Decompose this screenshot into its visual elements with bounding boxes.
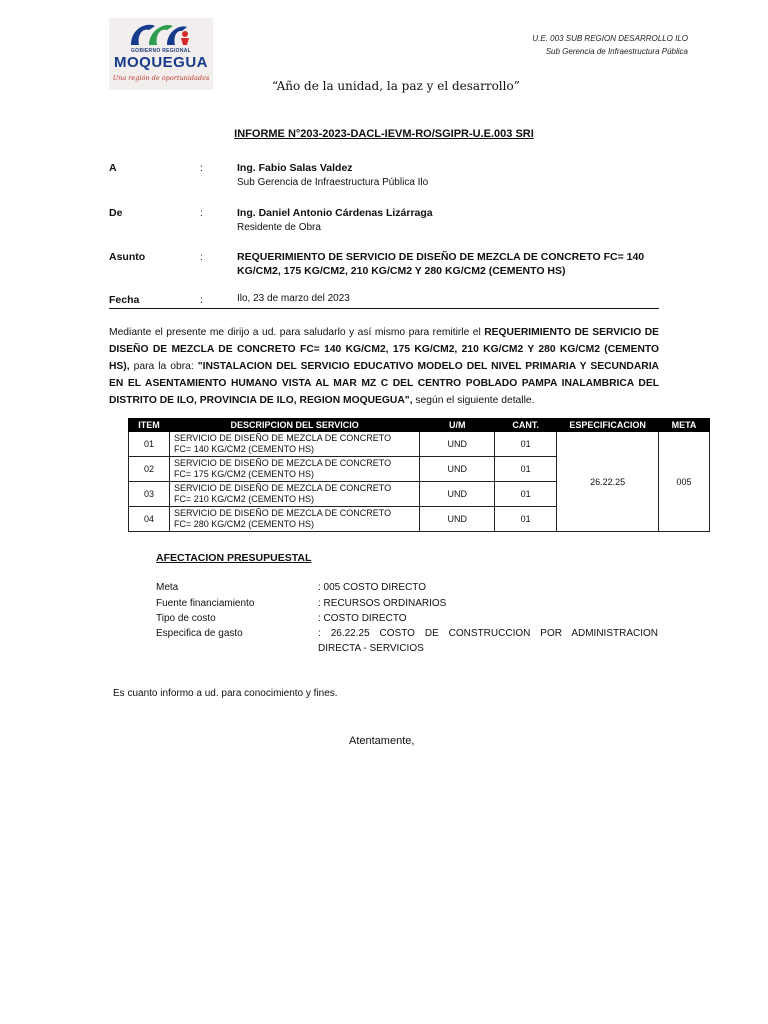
year-motto: “Año de la unidad, la paz y el desarrollo” xyxy=(272,79,520,93)
body-paragraph xyxy=(109,324,659,409)
sender-name: Ing. Daniel Antonio Cárdenas Lizárraga xyxy=(237,207,433,219)
desc-line: SERVICIO DE DISEÑO DE MEZCLA DE CONCRETO xyxy=(173,458,392,468)
budget-section-title: AFECTACION PRESUPUESTAL xyxy=(156,552,312,564)
field-fecha-colon: : xyxy=(200,294,203,306)
document-title: INFORME N°203-2023-DACL-IEVM-RO/SGIPR-U.E.003 SRI xyxy=(234,128,534,140)
cell-um: UND xyxy=(420,482,495,507)
cell-description xyxy=(169,457,419,482)
header-subunit: Sub Gerencia de Infraestructura Pública xyxy=(545,47,688,56)
cell-meta: 005 xyxy=(659,432,710,532)
cell-um: UND xyxy=(420,432,495,457)
budget-label-meta: Meta xyxy=(156,582,179,593)
desc-line: SERVICIO DE DISEÑO DE MEZCLA DE CONCRETO xyxy=(173,483,392,493)
subject-line2: KG/CM2, 175 KG/CM2, 210 KG/CM2 Y 280 KG/CM2 (CEMENTO HS) xyxy=(237,265,566,277)
col-header-item: ITEM xyxy=(129,419,170,432)
cell-item: 01 xyxy=(129,432,170,457)
cell-especificacion: 26.22.25 xyxy=(557,432,659,532)
field-asunto-label: Asunto xyxy=(109,251,146,263)
desc-line: FC= 210 KG/CM2 (CEMENTO HS) xyxy=(173,494,315,504)
budget-value-fuente: : RECURSOS ORDINARIOS xyxy=(318,598,447,609)
desc-line: SERVICIO DE DISEÑO DE MEZCLA DE CONCRETO xyxy=(173,508,392,518)
body-text-1: Mediante el presente me dirijo a ud. para saludarlo y así mismo para remitirle el xyxy=(109,327,485,338)
logo-tagline: Una región de oportunidades xyxy=(112,74,210,82)
budget-value-tipo: : COSTO DIRECTO xyxy=(318,613,407,624)
field-asunto-colon: : xyxy=(200,251,203,263)
col-header-meta: META xyxy=(659,419,710,432)
cell-cant: 01 xyxy=(495,482,557,507)
col-header-description: DESCRIPCION DEL SERVICIO xyxy=(169,419,419,432)
budget-value-especifica-cont: DIRECTA - SERVICIOS xyxy=(318,643,424,654)
desc-line: FC= 175 KG/CM2 (CEMENTO HS) xyxy=(173,469,315,479)
body-text-2: para la obra: xyxy=(129,361,198,372)
header-divider xyxy=(109,308,659,309)
cell-cant: 01 xyxy=(495,432,557,457)
budget-value-especifica: : 26.22.25 COSTO DE CONSTRUCCION POR ADMINISTRACION xyxy=(318,628,658,639)
col-header-um: U/M xyxy=(420,419,495,432)
closing-sentence: Es cuanto informo a ud. para conocimiento y fines. xyxy=(113,688,338,699)
cell-description xyxy=(169,432,419,457)
cell-item: 04 xyxy=(129,507,170,532)
desc-line: FC= 140 KG/CM2 (CEMENTO HS) xyxy=(173,444,315,454)
signoff: Atentamente, xyxy=(349,735,415,747)
recipient-name: Ing. Fabio Salas Valdez xyxy=(237,162,353,174)
budget-label-tipo: Tipo de costo xyxy=(156,613,216,624)
subject-line1: REQUERIMIENTO DE SERVICIO DE DISEÑO DE MEZCLA DE CONCRETO FC= 140 xyxy=(237,251,645,263)
col-header-especificacion: ESPECIFICACION xyxy=(557,419,659,432)
field-a-colon: : xyxy=(200,162,203,174)
cell-um: UND xyxy=(420,507,495,532)
logo-emblem-icon xyxy=(109,18,213,48)
col-header-cant: CANT. xyxy=(495,419,557,432)
body-bold-2: "INSTALACION DEL SERVICIO EDUCATIVO MODELO DEL NIVEL PRIMARIA Y SECUNDARIA EN EL ASENTAMIENTO HUMANO VISTA AL MAR MZ C DEL CENTRO POBLADO PAMPA INALAMBRICA DEL DISTRITO DE ILO, PROVINCIA DE ILO, REGION MOQUEGUA", xyxy=(109,361,659,406)
cell-description xyxy=(169,507,419,532)
budget-value-meta: : 005 COSTO DIRECTO xyxy=(318,582,426,593)
cell-description xyxy=(169,482,419,507)
sender-role: Residente de Obra xyxy=(237,222,321,233)
cell-item: 03 xyxy=(129,482,170,507)
desc-line: FC= 280 KG/CM2 (CEMENTO HS) xyxy=(173,519,315,529)
services-table xyxy=(128,418,710,532)
desc-line: SERVICIO DE DISEÑO DE MEZCLA DE CONCRETO xyxy=(173,433,392,443)
field-a-label: A xyxy=(109,162,117,174)
field-fecha-label: Fecha xyxy=(109,294,140,306)
field-de-colon: : xyxy=(200,207,203,219)
cell-cant: 01 xyxy=(495,457,557,482)
cell-cant: 01 xyxy=(495,507,557,532)
table-header-row xyxy=(129,419,710,432)
budget-label-especifica: Especifica de gasto xyxy=(156,628,243,639)
logo-small-text: GOBIERNO REGIONAL xyxy=(130,48,192,54)
recipient-role: Sub Gerencia de Infraestructura Pública Ilo xyxy=(237,177,429,188)
body-text-3: según el siguiente detalle. xyxy=(412,395,535,406)
date-value: Ilo, 23 de marzo del 2023 xyxy=(237,293,350,304)
budget-label-fuente: Fuente financiamiento xyxy=(156,598,255,609)
body-bold-1: REQUERIMIENTO DE SERVICIO DE DISEÑO DE MEZCLA DE CONCRETO FC= 140 KG/CM2, 175 KG/CM2, 210 KG/CM2 Y 280 KG/CM2 (CEMENTO HS), xyxy=(109,327,660,372)
logo xyxy=(109,18,213,90)
cell-um: UND xyxy=(420,457,495,482)
table-row xyxy=(129,432,710,457)
header-unit: U.E. 003 SUB REGION DESARROLLO ILO xyxy=(532,34,688,43)
logo-name: MOQUEGUA xyxy=(114,54,208,71)
field-de-label: De xyxy=(109,207,123,219)
cell-item: 02 xyxy=(129,457,170,482)
